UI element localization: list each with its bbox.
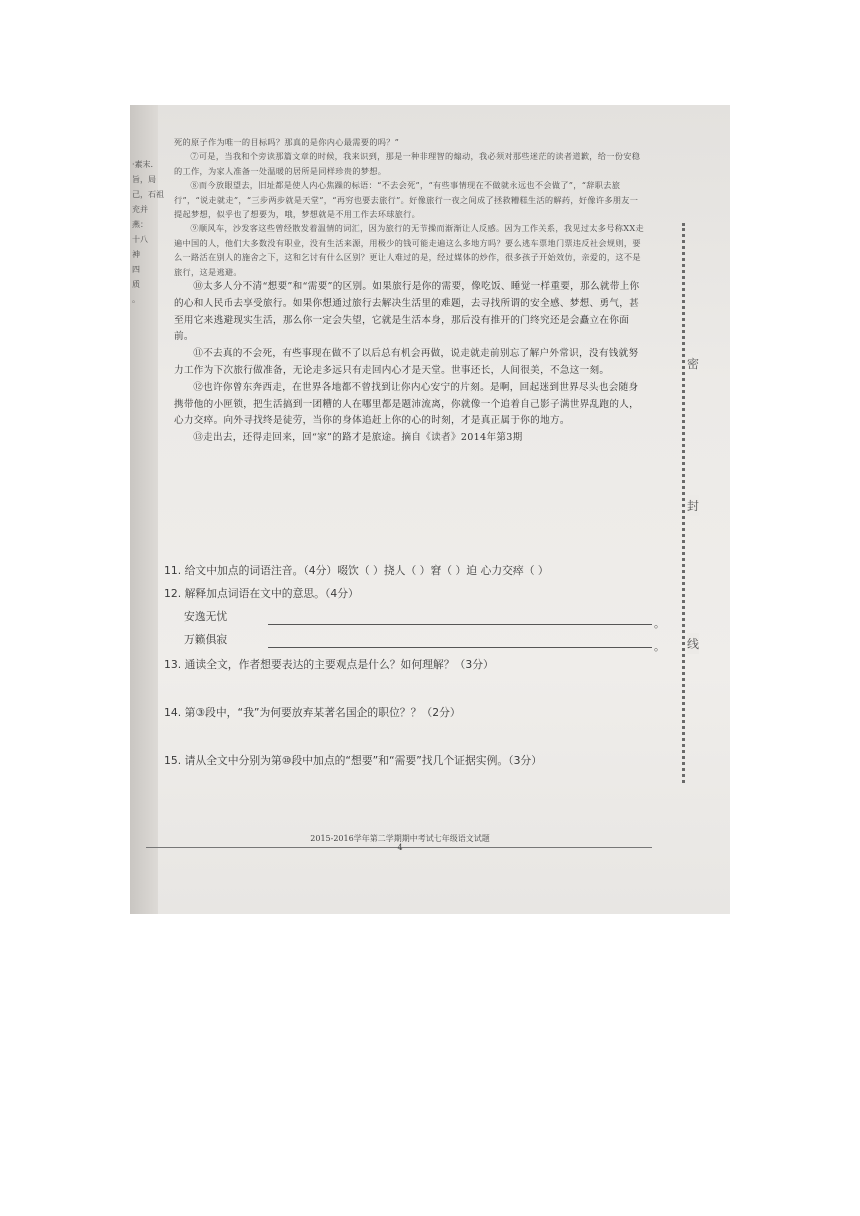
page-number: 4 (397, 843, 403, 852)
margin-fragment: 神 (132, 250, 140, 259)
seal-dotted-line (682, 223, 685, 783)
passage-paragraph: ⑧而今放眼望去，旧址都是使人内心焦躁的标语：“不去会死”，“有些事情现在不做就永远也不会做了”，“辞职去旅行”，“说走就走”，“三步两步就是天堂”，“再穷也要去旅行”。好像旅行一夜之间成了拯救糟糕生活的解药，好像许多朋友一提起梦想，似乎也了想要为，哦，梦想就是不用工作去环球旅行。 (174, 180, 639, 220)
margin-fragment: 旨，局 (132, 175, 156, 184)
seal-char-feng: 封 (687, 495, 699, 516)
passage-paragraph: 死的原子作为唯一的目标吗？那真的是你内心最需要的吗？” (174, 137, 400, 147)
passage-paragraph: ⑫也许你曾东奔西走，在世界各地都不曾找到让你内心安宁的片刻。是啊，回起迷到世界尽头也会随身携带他的小匣锁，把生活搞到一团糟的人在哪里都是题沛流离，你就像一个追着自己影子满世界乱跑的人，心力交瘁。向外寻找终是徒劳，当你的身体追赶上你的心的时刻，才是真正属于你的地方。 (174, 381, 640, 427)
margin-fragment: 己，石祖 (132, 190, 164, 199)
passage-paragraph: ⑬走出去，还得走回来，回“家”的路才是旅途。摘自《读者》2014年第3期 (193, 432, 523, 444)
seal-char-mi: 密 (687, 353, 699, 374)
exam-page-photo (130, 105, 730, 914)
reading-passage (174, 135, 644, 447)
question-15: 15. 请从全文中分别为第⑩段中加点的“想要”和“需要”找几个证据实例。（3分） (164, 754, 543, 767)
question-14: 14. 第③段中，“我”为何要放弃某著名国企的职位？？（2分） (164, 706, 461, 719)
passage-paragraph: ⑪不去真的不会死，有些事现在做不了以后总有机会再做，说走就走前别忘了解户外常识，没有钱就努力工作为下次旅行做准备，无论走多远只有走回内心才是天堂。世事还长，人间很美，不急这一刻。 (174, 348, 639, 377)
margin-fragment: 四 (132, 265, 140, 274)
previous-page-edge-text (132, 157, 162, 307)
passage-paragraph: ⑩太多人分不清“想要”和“需要”的区别。如果旅行是你的需要，像吃饭、睡觉一样重要，那么就带上你的心和人民币去享受旅行。如果你想通过旅行去解决生活里的难题，去寻找所谓的安全感、梦想、勇气，甚至用它来逃避现实生活，那么你一定会失望，它就是生活本身，那后没有推开的门终究还是会矗立在你面前。 (174, 281, 640, 343)
question-12: 12. 解释加点词语在文中的意思。（4分） (164, 587, 359, 600)
margin-fragment: 。 (132, 295, 140, 304)
passage-paragraph: ⑦可是，当我和个旁读那篇文章的时候，我来识到，那是一种非理智的煽动，我必须对那些迷茫的读者道歉，给一份安稳的工作，为家人准备一处温暖的居所是同样珍贵的梦想。 (174, 151, 641, 176)
margin-fragment: 质 (132, 280, 140, 289)
question-13: 13. 通读全文，作者想要表达的主要观点是什么？如何理解？（3分） (164, 658, 494, 671)
term-wanlai-juji: 万籁俱寂 (184, 633, 228, 646)
margin-fragment: 充并 (132, 205, 148, 214)
seal-char-xian: 线 (687, 633, 699, 654)
answer-line-2[interactable] (268, 647, 652, 648)
footer-title: 2015-2016学年第二学期期中考试七年级语文试题 (310, 834, 490, 843)
margin-fragment: ·素末. (132, 160, 154, 169)
question-11: 11. 给文中加点的词语注音。（4分）啜饮（ ）挠人（ ）窘（ ）迫 心力交瘁（ ） (164, 564, 549, 577)
margin-fragment: 十八 (132, 235, 148, 244)
passage-paragraph: ⑨顺风车，沙发客这些曾经散发着温情的词汇，因为旅行的无节操而渐渐让人反感。因为工作关系，我见过太多号称XX走遍中国的人，他们大多数没有职业，没有生活来源，用极少的钱可能走遍这么多地方吗？要么逃车票地门票违反社会规则，要么一路活在别人的施舍之下，这和乞讨有什么区别？更让人难过的是，经过媒体的炒作，很多孩子开始效仿，亲爱的，这不是旅行，这是逃避。 (174, 223, 644, 277)
term-anyi-wuyou: 安逸无忧 (184, 610, 228, 623)
answer-period-1: 。 (654, 617, 665, 630)
margin-fragment: 燕： (132, 220, 148, 229)
answer-period-2: 。 (654, 640, 665, 653)
answer-line-1[interactable] (268, 624, 652, 625)
